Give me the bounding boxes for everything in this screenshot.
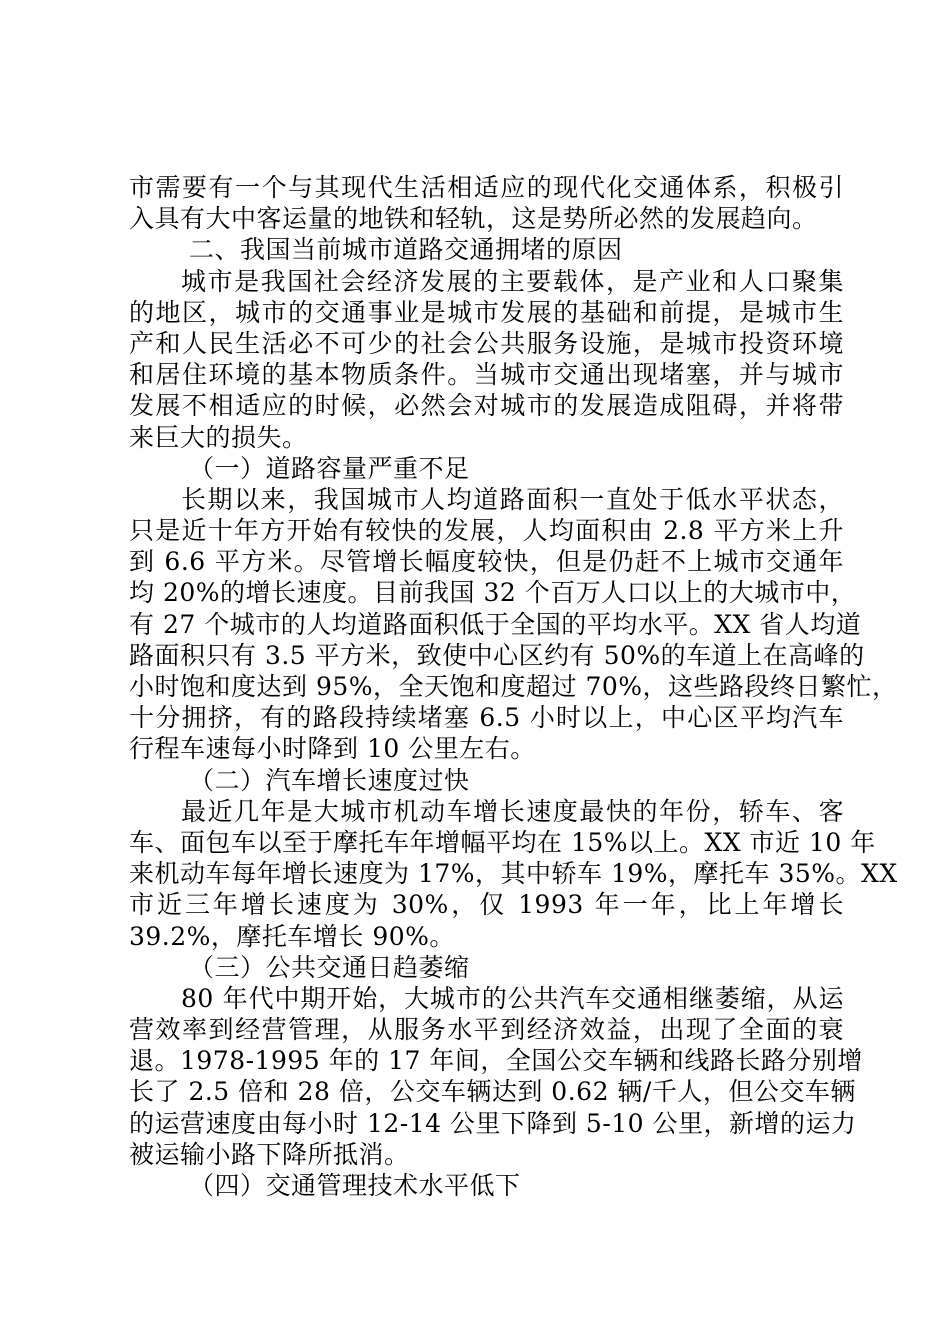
paragraph-line: 车、面包车以至于摩托车年增幅平均在 15%以上。XX 市近 10 年 [129,827,876,857]
subsection-heading: （三）公共交通日趋萎缩 [189,952,470,982]
paragraph-line: 长了 2.5 倍和 28 倍，公交车辆达到 0.62 辆/千人，但公交车辆 [129,1077,856,1107]
section-heading: 二、我国当前城市道路交通拥堵的原因 [189,235,623,265]
paragraph-line: 的运营速度由每小时 12-14 公里下降到 5-10 公里，新增的运力 [129,1108,857,1138]
paragraph-line: 十分拥挤，有的路段持续堵塞 6.5 小时以上，中心区平均汽车 [129,703,844,733]
paragraph-line: 来巨大的损失。 [129,422,308,452]
paragraph-line: 市近三年增长速度为 30%，仅 1993 年一年，比上年增长 [129,890,844,920]
paragraph-line: 长期以来，我国城市人均道路面积一直处于低水平状态， [181,484,844,514]
paragraph-line: 被运输小路下降所抵消。 [129,1139,410,1169]
paragraph-line: 路面积只有 3.5 平方米，致使中心区约有 50%的车道上在高峰的 [129,640,865,670]
paragraph-line: 和居住环境的基本物质条件。当城市交通出现堵塞，并与城市 [129,360,844,390]
paragraph-line: 的地区，城市的交通事业是城市发展的基础和前提，是城市生 [129,297,844,327]
paragraph-line: 退。1978-1995 年的 17 年间，全国公交车辆和线路长路分别增 [129,1046,863,1076]
paragraph-line: 80 年代中期开始，大城市的公共汽车交通相继萎缩，从运 [181,983,844,1013]
paragraph-line: 来机动车每年增长速度为 17%，其中轿车 19%，摩托车 35%。XX [129,859,898,889]
paragraph-line: 小时饱和度达到 95%，全天饱和度超过 70%，这些路段终日繁忙， [129,672,898,701]
paragraph-line: 市需要有一个与其现代生活相适应的现代化交通体系，积极引 [129,173,844,202]
paragraph-line: 产和人民生活必不可少的社会公共服务设施，是城市投资环境 [129,328,844,358]
subsection-heading: （四）交通管理技术水平低下 [189,1171,521,1200]
document-body [129,172,898,1201]
paragraph-line: 最近几年是大城市机动车增长速度最快的年份，轿车、客 [181,796,844,826]
paragraph-line: 营效率到经营管理，从服务水平到经济效益，出现了全面的衰 [129,1015,844,1045]
paragraph-line: 发展不相适应的时候，必然会对城市的发展造成阻碍，并将带 [129,391,844,421]
subsection-heading: （二）汽车增长速度过快 [189,765,470,795]
paragraph-line: 行程车速每小时降到 10 公里左右。 [129,734,536,764]
subsection-heading: （一）道路容量严重不足 [189,453,470,483]
paragraph-line: 城市是我国社会经济发展的主要载体，是产业和人口聚集 [181,266,844,296]
paragraph-line: 入具有大中客运量的地铁和轻轨，这是势所必然的发展趋向。 [129,204,818,234]
paragraph-line: 有 27 个城市的人均道路面积低于全国的平均水平。XX 省人均道 [129,609,862,639]
paragraph-line: 39.2%，摩托车增长 90%。 [129,921,455,951]
paragraph-line: 均 20%的增长速度。目前我国 32 个百万人口以上的大城市中， [129,578,857,608]
paragraph-line: 只是近十年方开始有较快的发展，人均面积由 2.8 平方米上升 [129,516,844,546]
paragraph-line: 到 6.6 平方米。尽管增长幅度较快，但是仍赶不上城市交通年 [129,547,844,577]
